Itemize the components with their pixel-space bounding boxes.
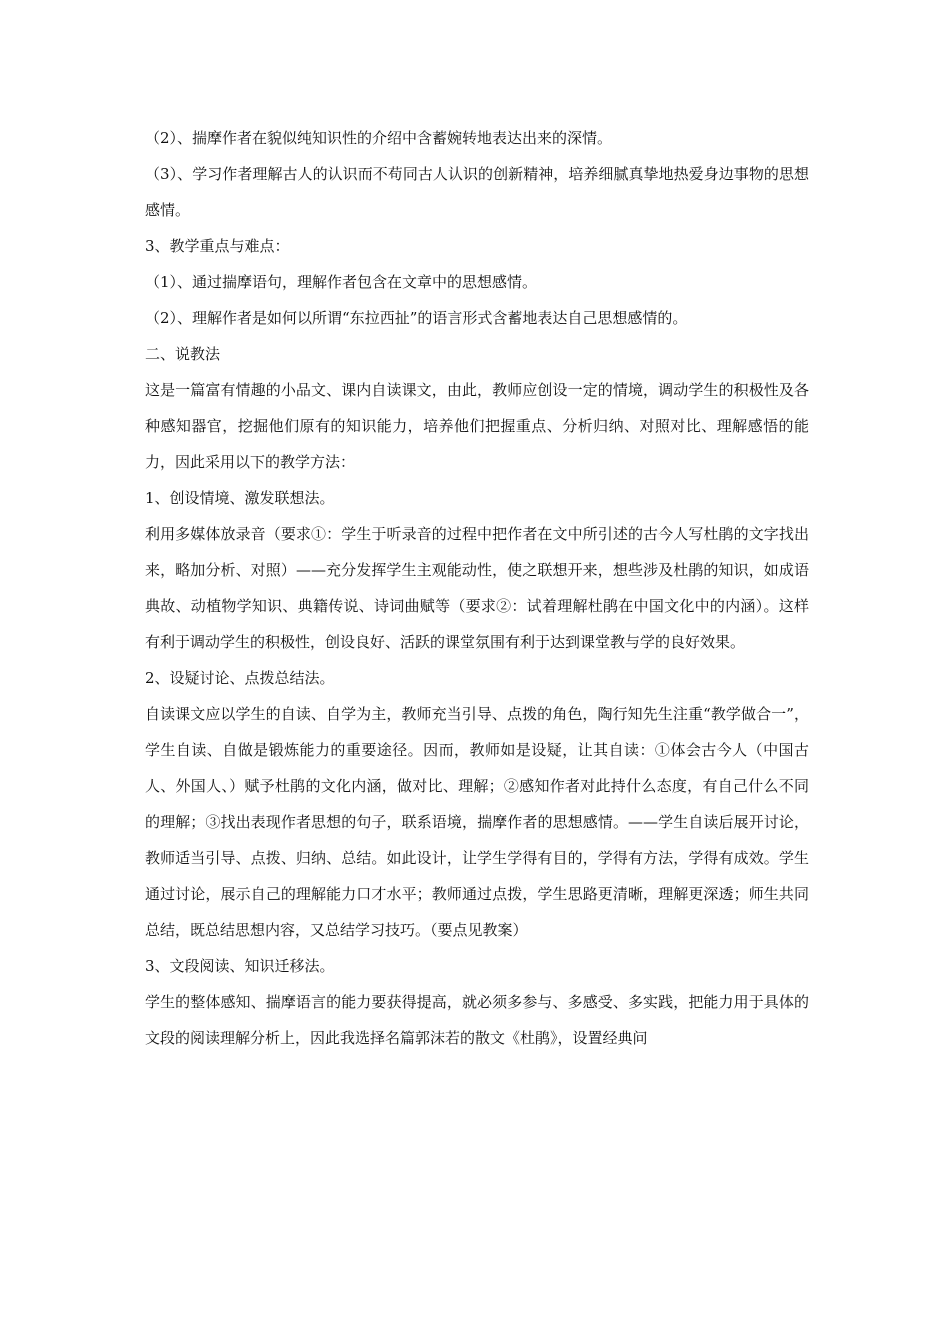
heading-method-3: 3、文段阅读、知识迁移法。: [145, 957, 335, 975]
paragraph-objective-3: （3）、学习作者理解古人的认识而不苟同古人认识的创新精神，培养细腻真挚地热爱身边事物的思想感情。: [145, 165, 809, 219]
heading-method-1: 1、创设情境、激发联想法。: [145, 489, 335, 507]
paragraph-method-3: 学生的整体感知、揣摩语言的能力要获得提高，就必须多参与、多感受、多实践，把能力用于具体的文段的阅读理解分析上，因此我选择名篇郭沫若的散文《杜鹃》，设置经典问: [145, 993, 809, 1047]
heading-teaching-method: 二、说教法: [145, 345, 221, 363]
paragraph-method-intro: 这是一篇富有情趣的小品文、课内自读课文，由此，教师应创设一定的情境，调动学生的积极性及各种感知器官，挖掘他们原有的知识能力，培养他们把握重点、分析归纳、对照对比、理解感悟的能力，因此采用以下的教学方法：: [145, 381, 809, 471]
paragraph-key-point-1: （1）、通过揣摩语句，理解作者包含在文章中的思想感情。: [145, 273, 538, 291]
heading-method-2: 2、设疑讨论、点拨总结法。: [145, 669, 335, 687]
paragraph-objective-2: （2）、揣摩作者在貌似纯知识性的介绍中含蓄婉转地表达出来的深情。: [145, 129, 613, 147]
heading-key-points: 3、教学重点与难点：: [145, 237, 290, 255]
paragraph-key-point-2: （2）、理解作者是如何以所谓“东拉西扯”的语言形式含蓄地表达自己思想感情的。: [145, 309, 688, 327]
paragraph-method-2: 自读课文应以学生的自读、自学为主，教师充当引导、点拨的角色，陶行知先生注重“教学做合一”，学生自读、自做是锻炼能力的重要途径。因而，教师如是设疑，让其自读：①体会古今人（中国古人、外国人、）赋予杜鹃的文化内涵，做对比、理解；②感知作者对此持什么态度，有自己什么不同的理解；③找出表现作者思想的句子，联系语境，揣摩作者的思想感情。——学生自读后展开讨论，教师适当引导、点拨、归纳、总结。如此设计，让学生学得有目的，学得有方法，学得有成效。学生通过讨论，展示自己的理解能力口才水平；教师通过点拨，学生思路更清晰，理解更深透；师生共同总结，既总结思想内容，又总结学习技巧。（要点见教案）: [145, 705, 809, 939]
paragraph-method-1: 利用多媒体放录音（要求①：学生于听录音的过程中把作者在文中所引述的古今人写杜鹃的文字找出来，略加分析、对照）——充分发挥学生主观能动性，使之联想开来，想些涉及杜鹃的知识，如成语典故、动植物学知识、典籍传说、诗词曲赋等（要求②：试着理解杜鹃在中国文化中的内涵）。这样有利于调动学生的积极性，创设良好、活跃的课堂氛围有利于达到课堂教与学的良好效果。: [145, 525, 809, 651]
document-body: [145, 120, 809, 1056]
